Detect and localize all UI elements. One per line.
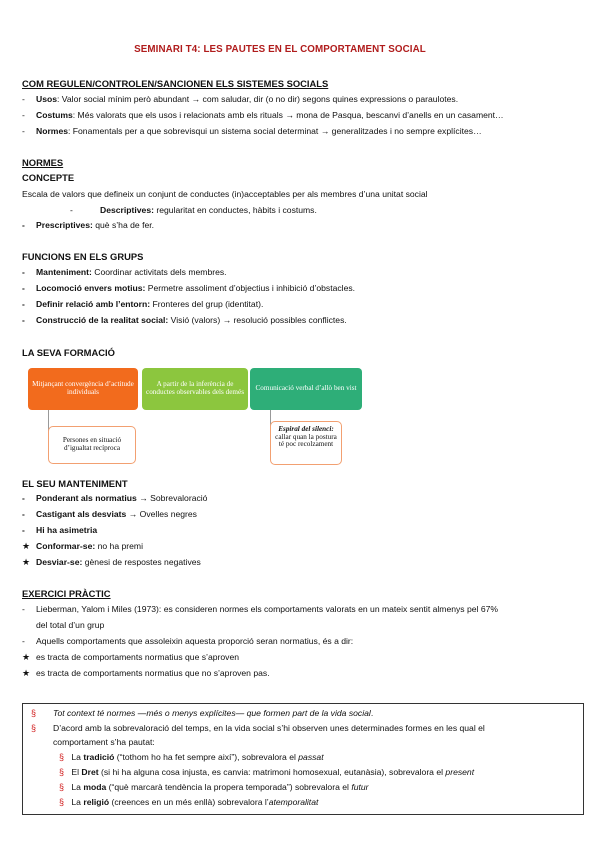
list-item: - Costums: Més valorats que els usos i relacionats amb els rituals → mona de Pasqua, bescanvi d’anells en un casament… <box>22 110 504 120</box>
diagram-sub-spiral <box>270 421 342 465</box>
diagram-sub-equality: Persones en situació d’igualtat recíproca <box>48 426 136 464</box>
text: La <box>71 782 84 792</box>
star-icon: ★ <box>22 541 31 551</box>
text: La <box>71 752 84 762</box>
diagram-box-convergence: Mitjançant convergència d’actitude individuals <box>28 368 138 410</box>
star-icon: ★ <box>22 652 31 662</box>
list-item: - Usos: Valor social mínim però abundant → com saludar, dir (o no dir) segons quines expressions o paraulotes. <box>22 94 459 104</box>
item-text: què s’ha de fer. <box>92 220 155 230</box>
item-text: Aquells comportaments que assoleixin aquesta proporció seran normatius, és a dir: <box>36 636 354 646</box>
star-item <box>22 557 588 569</box>
diagram-box-verbal: Comunicació verbal d’allò ben vist <box>250 368 362 410</box>
section-heading-maintenance: EL SEU MANTENIMENT <box>22 478 128 489</box>
text: D’acord amb la sobrevaloració del temps, en la vida social s’hi observen unes determinades formes en les qual el <box>53 723 485 733</box>
term: Hi ha asimetria <box>36 525 98 535</box>
star-icon: ★ <box>22 668 31 678</box>
box-list-item <box>59 782 369 794</box>
list-item: - Locomoció envers motius: Permetre assoliment d’objectius i inhibició d’obstacles. <box>22 283 356 293</box>
item-text: Permetre assoliment d’objectius i inhibició d’obstacles. <box>145 283 356 293</box>
text-italic: Tot context té normes <box>53 708 138 718</box>
item-text: es tracta de comportaments normatius que s’aproven <box>36 652 240 662</box>
section-sign-icon: § <box>59 797 65 807</box>
box-list-item <box>59 752 324 764</box>
item-continuation: del total d’un grup <box>36 620 105 630</box>
text: (“què marcarà tendència la propera temporada”) sobrevalora el <box>106 782 352 792</box>
box-paragraph-2-cont: comportament s’ha pautat: <box>53 737 155 747</box>
item-text: : Més valorats que els usos i relacionats amb els rituals → mona de Pasqua, bescanvi d’anells en un casament… <box>72 110 504 120</box>
term: Construcció de la realitat social: <box>36 315 169 325</box>
section-sign-icon: § <box>31 708 37 718</box>
star-item <box>22 541 588 553</box>
item-text: Fronteres del grup (identitat). <box>150 299 264 309</box>
section-sign-icon: § <box>59 782 65 792</box>
term: Usos <box>36 94 58 104</box>
section-sign-icon: § <box>59 752 65 762</box>
box-list-item <box>59 797 318 809</box>
term: moda <box>83 782 107 792</box>
spiral-text: callar quan la postura té poc recolzament <box>275 432 337 449</box>
text-italic: que formen part de la vida social <box>244 708 371 718</box>
list-item: - Descriptives: regularitat en conductes, hàbits i costums. <box>70 205 317 215</box>
section-heading-regulate: COM REGULEN/CONTROLEN/SANCIONEN ELS SISTEMES SOCIALS <box>22 78 329 89</box>
text-italic: present <box>445 767 475 777</box>
diagram-box-inference: A partir de la inferència de conductes observables dels demés <box>142 368 248 410</box>
term: Manteniment: <box>36 267 92 277</box>
term: Prescriptives: <box>36 220 93 230</box>
list-item: - Aquells comportaments que assoleixin aquesta proporció seran normatius, és a dir: <box>22 636 354 646</box>
item-text: : Valor social mínim però abundant → com saludar, dir (o no dir) segons quines expressions o paraulotes. <box>57 94 459 104</box>
section-heading-norms: NORMES <box>22 157 64 168</box>
term: Definir relació amb l’entorn: <box>36 299 151 309</box>
summary-box <box>22 703 584 815</box>
list-item: - Lieberman, Yalom i Miles (1973): es consideren normes els comportaments valorats en un mateix sentit almenys pel 67% <box>22 604 499 614</box>
text: . <box>370 708 374 718</box>
section-sign-icon: § <box>31 723 37 733</box>
term: religió <box>83 797 110 807</box>
text-italic: passat <box>298 752 324 762</box>
list-item: - Castigant als desviats → Ovelles negres <box>22 509 197 519</box>
list-item: - Normes: Fonamentals per a que sobrevisqui un sistema social determinat → generalitzades i no sempre explícites… <box>22 126 482 136</box>
term: Normes <box>36 126 68 136</box>
list-item: - Prescriptives: què s’ha de fer. <box>22 220 155 230</box>
spiral-term: Espiral del silenci: <box>278 425 334 433</box>
term: Locomoció envers motius: <box>36 283 146 293</box>
term: Ponderant als normatius <box>36 493 137 503</box>
list-item: - Construcció de la realitat social: Visió (valors) → resolució possibles conflictes. <box>22 315 347 325</box>
text: (si hi ha alguna cosa injusta, es canvia: matrimoni homosexual, eutanàsia), sobrevalora el <box>98 767 446 777</box>
star-icon: ★ <box>22 557 31 567</box>
section-sign-icon: § <box>59 767 65 777</box>
item-text: regularitat en conductes, hàbits i costums. <box>153 205 317 215</box>
term: Castigant als desviats <box>36 509 127 519</box>
term: Costums <box>36 110 73 120</box>
section-heading-formation: LA SEVA FORMACIÓ <box>22 347 115 358</box>
list-item: - Definir relació amb l’entorn: Fronteres del grup (identitat). <box>22 299 264 309</box>
page-title: SEMINARI T4: LES PAUTES EN EL COMPORTAMENT SOCIAL <box>134 44 426 55</box>
term: Conformar-se: <box>36 541 96 551</box>
term: Desviar-se: <box>36 557 83 567</box>
item-text: Lieberman, Yalom i Miles (1973): es consideren normes els comportaments valorats en un mateix sentit almenys pel 67% <box>36 604 499 614</box>
list-item: - Hi ha asimetria <box>22 525 98 535</box>
text-italic: atemporalitat <box>268 797 319 807</box>
section-heading-exercise: EXERCICI PRÀCTIC <box>22 588 111 599</box>
item-text: → Sobrevaloració <box>136 493 208 503</box>
item-text: : Fonamentals per a que sobrevisqui un sistema social determinat → generalitzades i no sempre explícites… <box>68 126 482 136</box>
text-italic: —més o menys explícites— <box>137 708 245 718</box>
text: (“tothom ho ha fet sempre així”), sobrevalora el <box>114 752 299 762</box>
item-text: → Ovelles negres <box>126 509 197 519</box>
item-text: es tracta de comportaments normatius que no s’aproven pas. <box>36 668 270 678</box>
star-item <box>22 668 588 680</box>
text: La <box>71 797 84 807</box>
text: El <box>71 767 82 777</box>
term: tradició <box>83 752 115 762</box>
section-heading-functions: FUNCIONS EN ELS GRUPS <box>22 251 144 262</box>
subheading-concept: CONCEPTE <box>22 172 75 183</box>
list-item: - Manteniment: Coordinar activitats dels membres. <box>22 267 227 277</box>
text: (creences en un més enllà) sobrevalora l’ <box>109 797 269 807</box>
list-item: - Ponderant als normatius → Sobrevaloració <box>22 493 208 503</box>
item-text: no ha premi <box>95 541 143 551</box>
item-text: Visió (valors) → resolució possibles conflictes. <box>168 315 347 325</box>
term: Dret <box>81 767 99 777</box>
definition-text: Escala de valors que defineix un conjunt de conductes (in)acceptables per als membres d’una unitat social <box>22 189 428 199</box>
item-text: Coordinar activitats dels membres. <box>91 267 227 277</box>
box-paragraph-1 <box>31 708 373 720</box>
term: Descriptives: <box>100 205 154 215</box>
box-paragraph-2 <box>31 723 485 735</box>
item-text: gènesi de respostes negatives <box>82 557 201 567</box>
text-italic: futur <box>351 782 369 792</box>
star-item <box>22 652 588 664</box>
box-list-item <box>59 767 474 779</box>
